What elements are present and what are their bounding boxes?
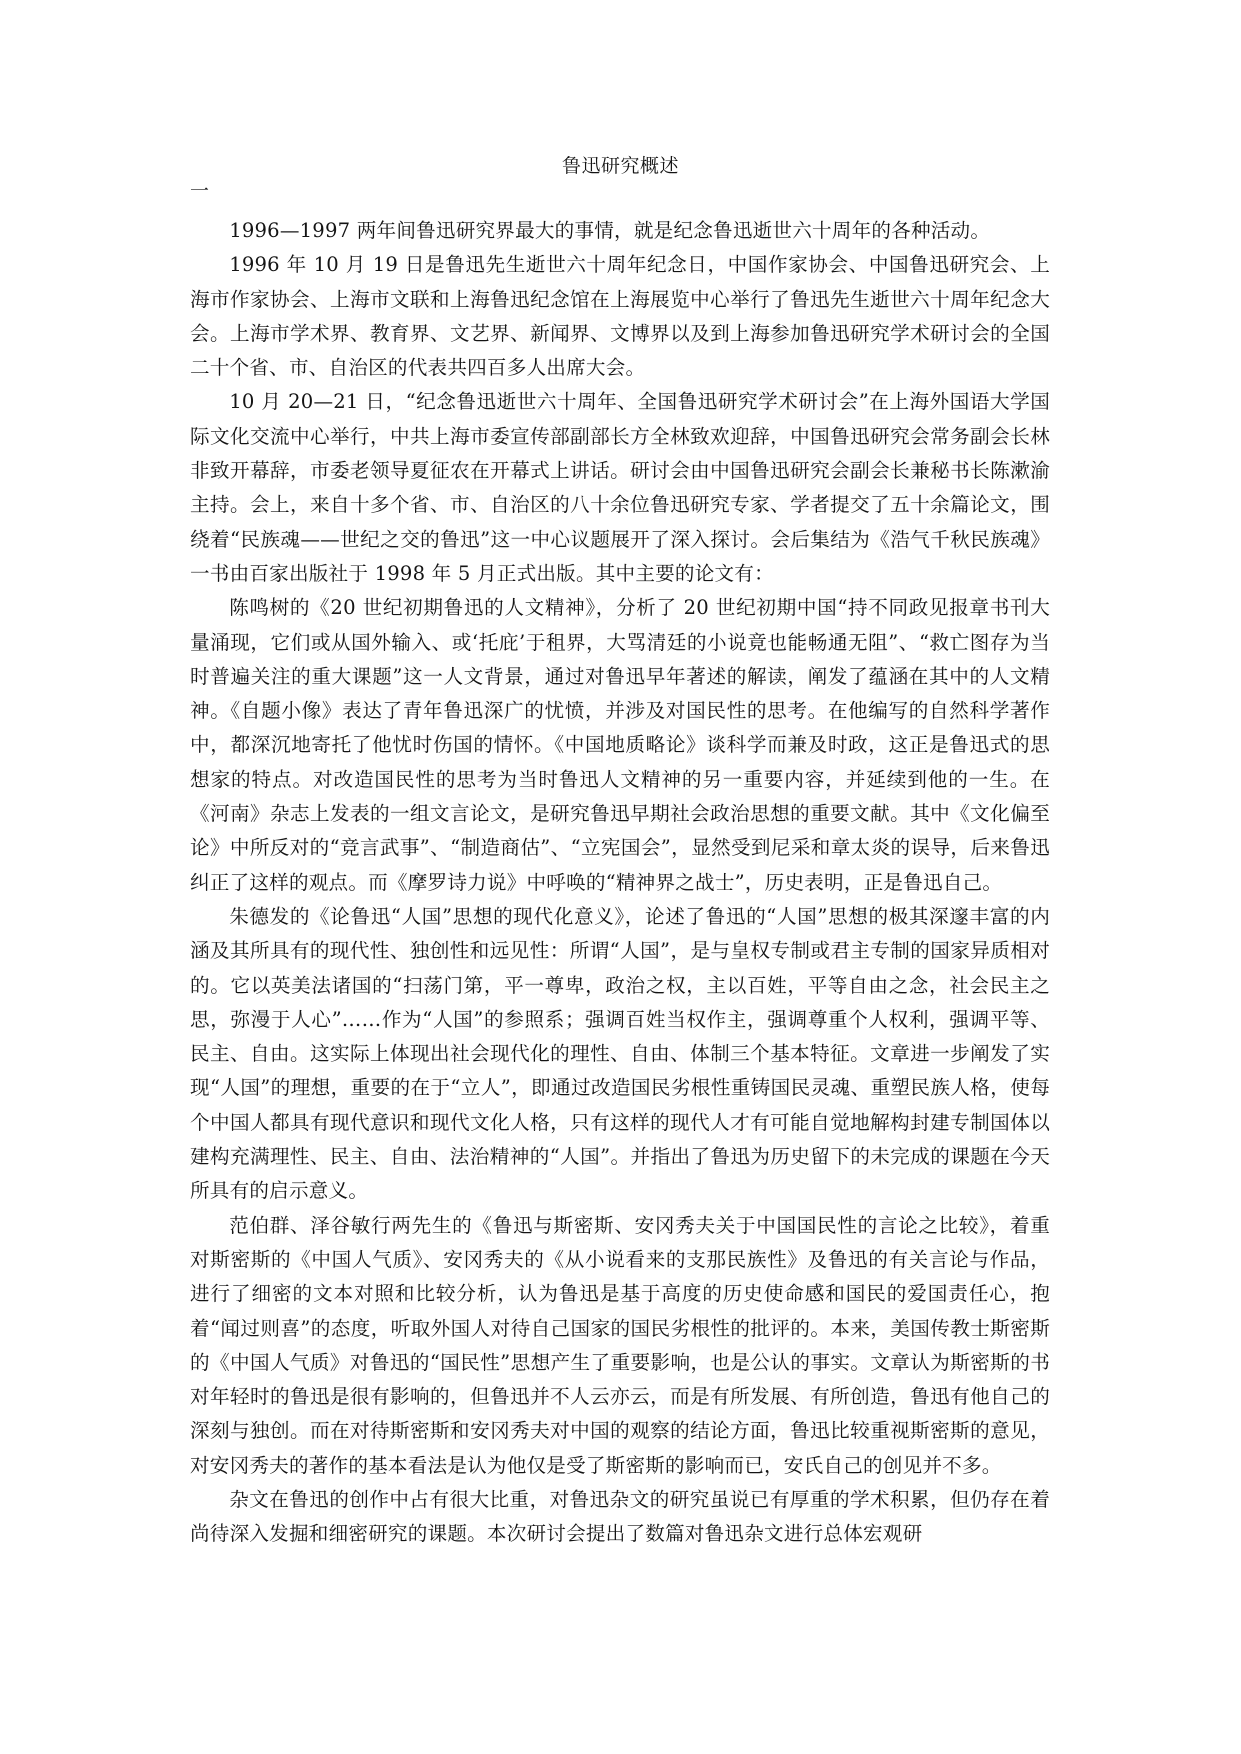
section-number: 一 <box>190 180 210 202</box>
document-title: 鲁迅研究概述 <box>561 155 679 177</box>
paragraph: 1996 年 10 月 19 日是鲁迅先生逝世六十周年纪念日，中国作家协会、中国鲁迅研究会、上海市作家协会、上海市文联和上海鲁迅纪念馆在上海展览中心举行了鲁迅先生逝世六十周年纪念大会。上海市学术界、教育界、文艺界、新闻界、文博界以及到上海参加鲁迅研究学术研讨会的全国二十个省、市、自治区的代表共四百多人出席大会。 <box>190 253 1050 380</box>
body-text <box>190 214 1050 1552</box>
paragraph: 杂文在鲁迅的创作中占有很大比重，对鲁迅杂文的研究虽说已有厚重的学术积累，但仍存在着尚待深入发掘和细密研究的课题。本次研讨会提出了数篇对鲁迅杂文进行总体宏观研 <box>190 1487 1050 1546</box>
paragraph: 朱德发的《论鲁迅“人国”思想的现代化意义》，论述了鲁迅的“人国”思想的极其深邃丰富的内涵及其所具有的现代性、独创性和远见性：所谓“人国”，是与皇权专制或君主专制的国家异质相对的。它以英美法诸国的“扫荡门第，平一尊卑，政治之权，主以百姓，平等自由之念，社会民主之思，弥漫于人心”……作为“人国”的参照系；强调百姓当权作主，强调尊重个人权利，强调平等、民主、自由。这实际上体现出社会现代化的理性、自由、体制三个基本特征。文章进一步阐发了实现“人国”的理想，重要的在于“立人”，即通过改造国民劣根性重铸国民灵魂、重塑民族人格，使每个中国人都具有现代意识和现代文化人格，只有这样的现代人才有可能自觉地解构封建专制国体以建构充满理性、民主、自由、法治精神的“人国”。并指出了鲁迅为历史留下的未完成的课题在今天所具有的启示意义。 <box>190 904 1050 1203</box>
paragraph: 1996—1997 两年间鲁迅研究界最大的事情，就是纪念鲁迅逝世六十周年的各种活动。 <box>229 219 991 242</box>
paragraph: 陈鸣树的《20 世纪初期鲁迅的人文精神》，分析了 20 世纪初期中国“持不同政见报章书刊大量涌现，它们或从国外输入、或‘托庇’于租界，大骂清廷的小说竟也能畅通无阻”、“救亡图存为当时普遍关注的重大课题”这一人文背景，通过对鲁迅早年著述的解读，阐发了蕴涵在其中的人文精神。《自题小像》表达了青年鲁迅深广的忧愤，并涉及对国民性的思考。在他编写的自然科学著作中，都深沉地寄托了他忧时伤国的情怀。《中国地质略论》谈科学而兼及时政，这正是鲁迅式的思想家的特点。对改造国民性的思考为当时鲁迅人文精神的另一重要内容，并延续到他的一生。在《河南》杂志上发表的一组文言论文，是研究鲁迅早期社会政治思想的重要文献。其中《文化偏至论》中所反对的“竞言武事”、“制造商估”、“立宪国会”，显然受到尼采和章太炎的误导，后来鲁迅纠正了这样的观点。而《摩罗诗力说》中呼唤的“精神界之战士”，历史表明，正是鲁迅自己。 <box>190 596 1050 894</box>
paragraph: 范伯群、泽谷敏行两先生的《鲁迅与斯密斯、安冈秀夫关于中国国民性的言论之比较》，着重对斯密斯的《中国人气质》、安冈秀夫的《从小说看来的支那民族性》及鲁迅的有关言论与作品，进行了细密的文本对照和比较分析，认为鲁迅是基于高度的历史使命感和国民的爱国责任心，抱着“闻过则喜”的态度，听取外国人对待自己国家的国民劣根性的批评的。本来，美国传教士斯密斯的《中国人气质》对鲁迅的“国民性”思想产生了重要影响，也是公认的事实。文章认为斯密斯的书对年轻时的鲁迅是很有影响的，但鲁迅并不人云亦云，而是有所发展、有所创造，鲁迅有他自己的深刻与独创。而在对待斯密斯和安冈秀夫对中国的观察的结论方面，鲁迅比较重视斯密斯的意见，对安冈秀夫的著作的基本看法是认为他仅是受了斯密斯的影响而已，安氏自己的创见并不多。 <box>190 1213 1050 1477</box>
paragraph: 10 月 20—21 日，“纪念鲁迅逝世六十周年、全国鲁迅研究学术研讨会”在上海外国语大学国际文化交流中心举行，中共上海市委宣传部副部长方全林致欢迎辞，中国鲁迅研究会常务副会长林非致开幕辞，市委老领导夏征农在开幕式上讲话。研讨会由中国鲁迅研究会副会长兼秘书长陈漱渝主持。会上，来自十多个省、市、自治区的八十余位鲁迅研究专家、学者提交了五十余篇论文，围绕着“民族魂——世纪之交的鲁迅”这一中心议题展开了深入探讨。会后集结为《浩气千秋民族魂》一书由百家出版社于 1998 年 5 月正式出版。其中主要的论文有： <box>190 390 1050 585</box>
